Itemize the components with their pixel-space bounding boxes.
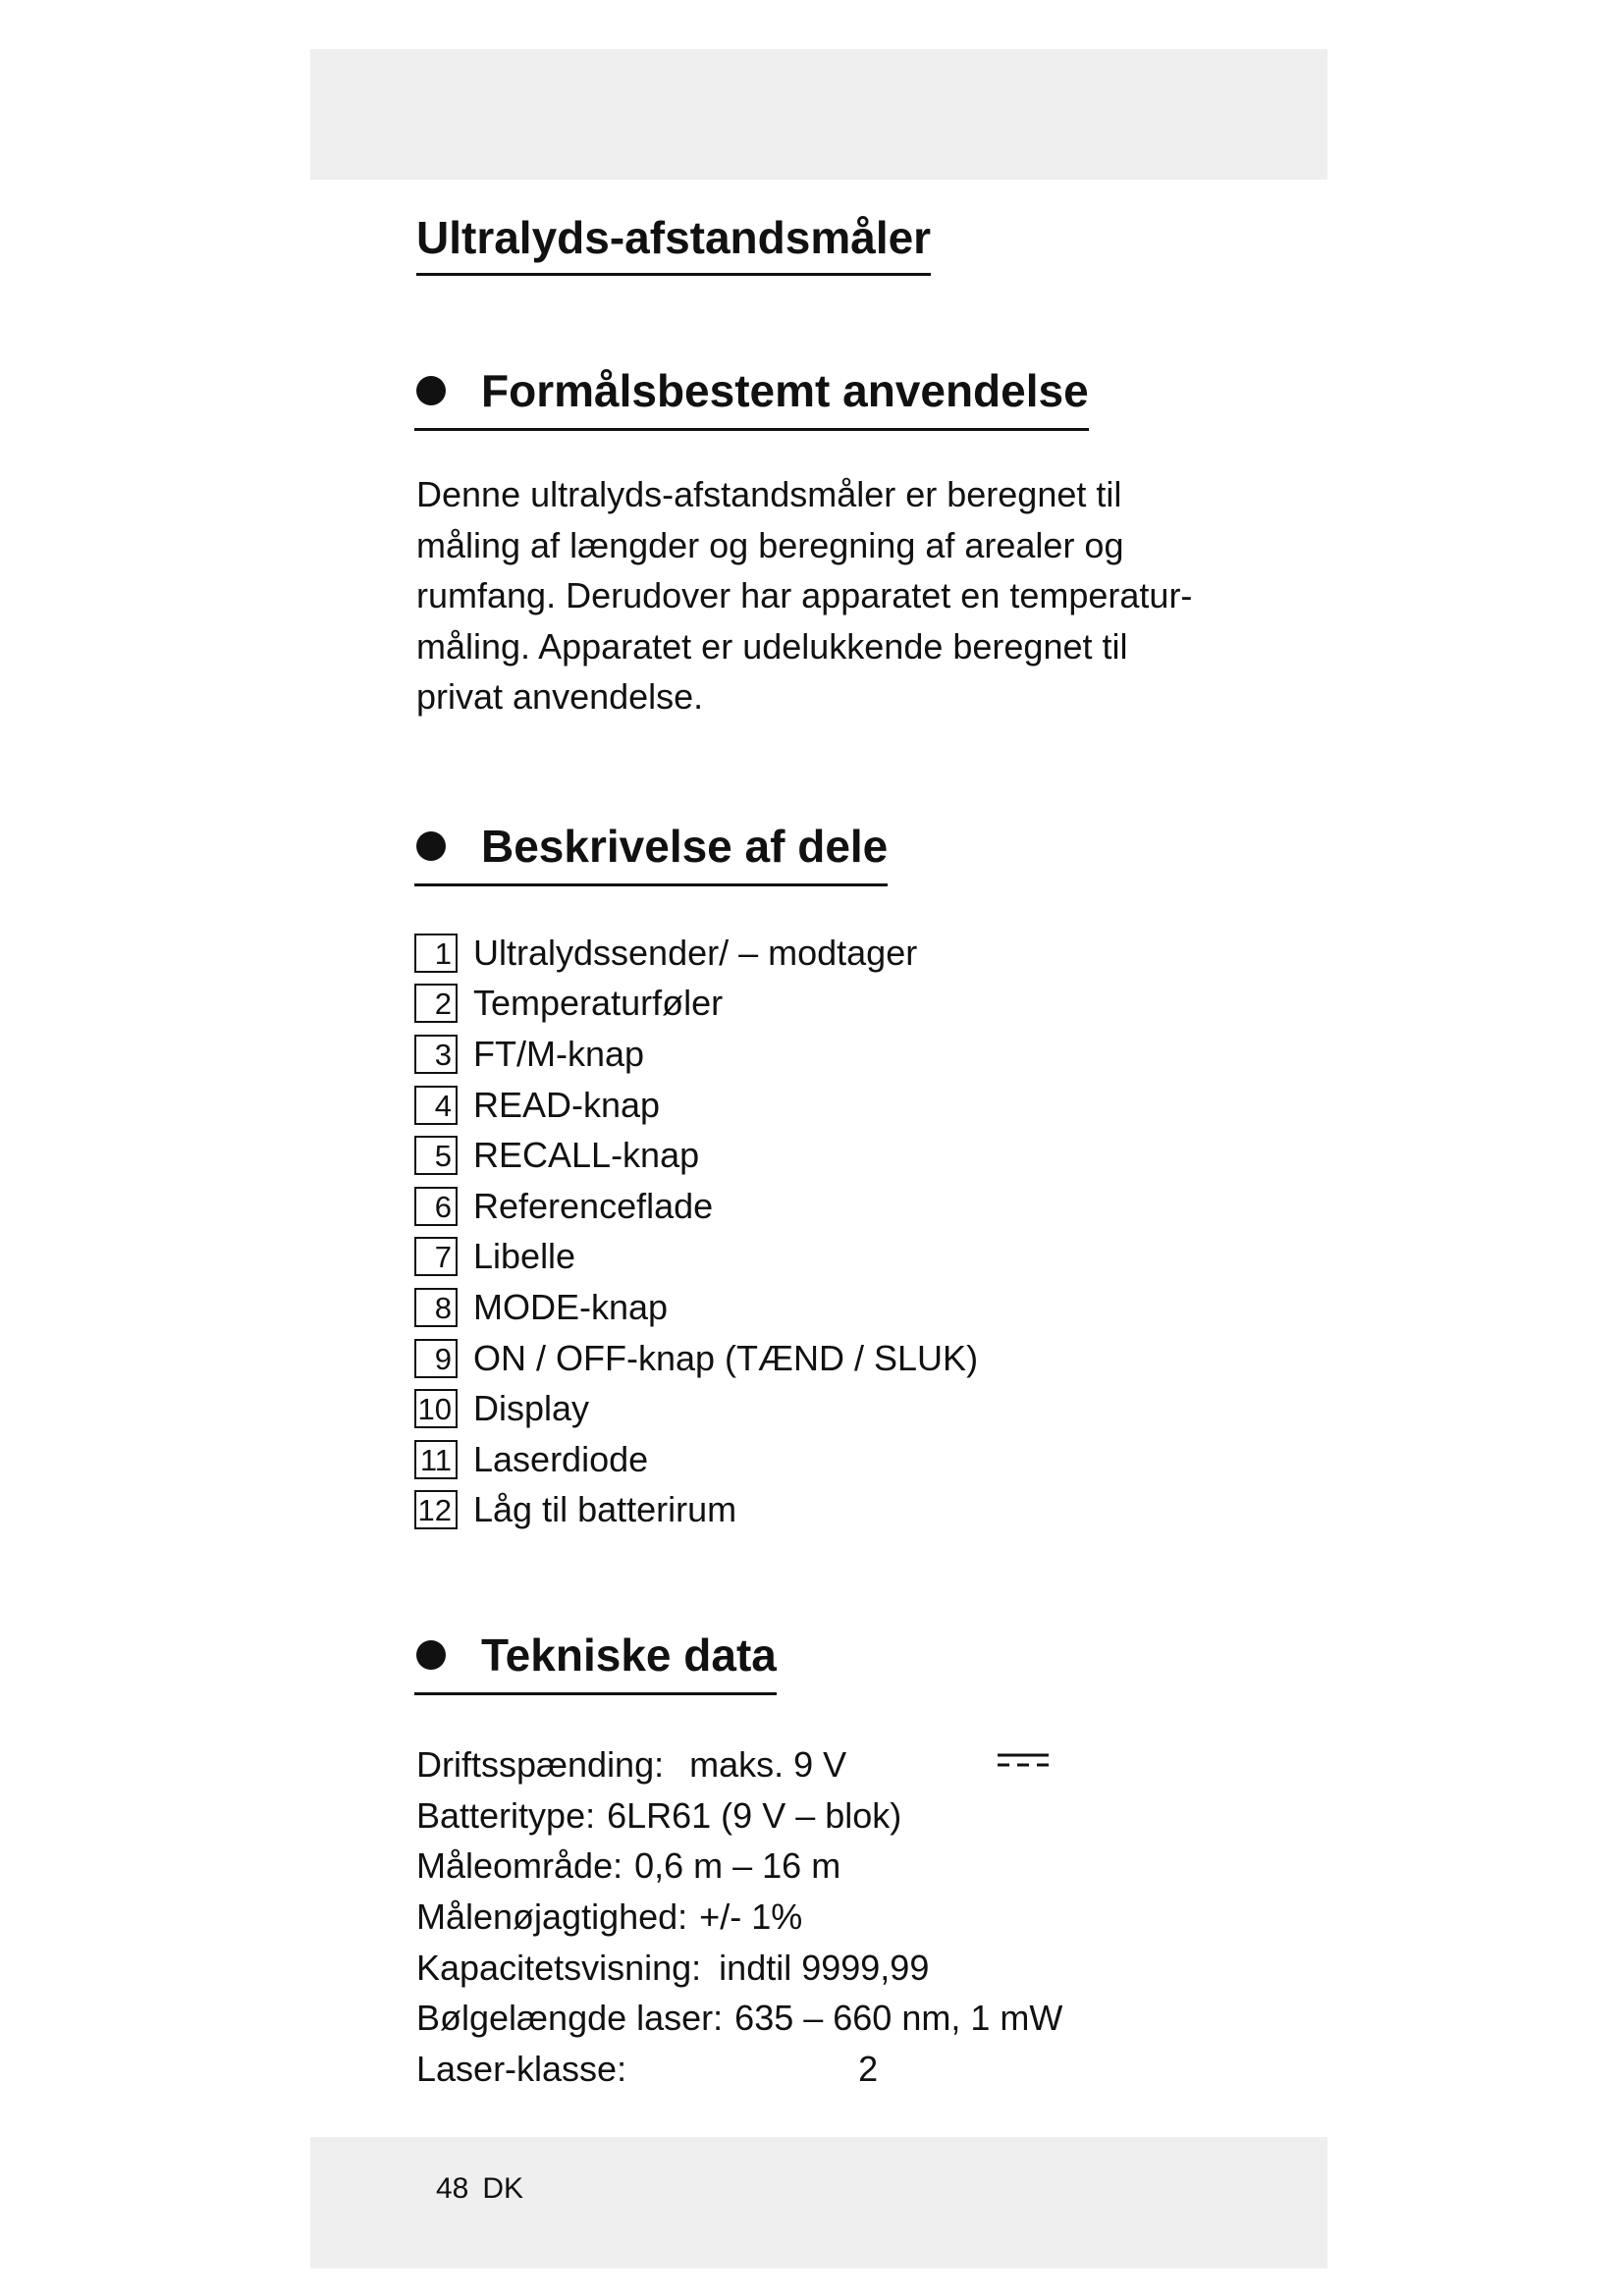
spec-label: Batteritype: [416, 1794, 596, 1836]
list-item [416, 1790, 1062, 1842]
part-number-box: 12 [414, 1490, 458, 1529]
part-number-box: 2 [414, 984, 458, 1023]
part-number-box: 10 [414, 1389, 458, 1428]
part-number-box: 6 [414, 1187, 458, 1226]
paragraph-line: måling af længder og beregning af arealer og [416, 524, 1124, 565]
list-item [414, 1383, 978, 1434]
bullet-icon [416, 376, 446, 405]
list-item [414, 1232, 978, 1283]
list-item [416, 1841, 1062, 1892]
part-label: Laserdiode [473, 1438, 649, 1479]
intended-use-paragraph [416, 469, 1221, 722]
paragraph-line: privat anvendelse. [416, 676, 704, 717]
spec-value: indtil 9999,99 [719, 1947, 930, 1988]
part-label: ON / OFF-knap (TÆND / SLUK) [473, 1337, 979, 1378]
language-code: DK [482, 2172, 524, 2205]
page-title: Ultralyds-afstandsmåler [416, 208, 931, 276]
parts-list [414, 928, 978, 1535]
part-label: Referenceflade [473, 1185, 714, 1226]
section-heading-technical-data [414, 1626, 777, 1695]
list-item [414, 1333, 978, 1384]
spec-value: 6LR61 (9 V – blok) [607, 1794, 902, 1836]
part-label: RECALL-knap [473, 1135, 700, 1176]
spec-label: Kapacitetsvisning: [416, 1947, 702, 1988]
list-item [416, 1943, 1062, 1994]
part-number-box: 9 [414, 1339, 458, 1378]
section-heading-text: Beskrivelse af dele [481, 821, 889, 872]
part-label: Låg til batterirum [473, 1489, 737, 1530]
part-label: Display [473, 1388, 590, 1429]
spec-label: Målenøjagtighed: [416, 1896, 688, 1937]
part-label: Libelle [473, 1236, 576, 1277]
part-number-box: 4 [414, 1086, 458, 1125]
spec-value: +/- 1% [699, 1896, 803, 1937]
part-number-box: 5 [414, 1136, 458, 1175]
bullet-icon [416, 831, 446, 861]
spec-label: Måleområde: [416, 1845, 623, 1887]
list-item [414, 928, 978, 979]
list-item [416, 1739, 1062, 1790]
part-number-box: 11 [414, 1440, 458, 1479]
part-number-box: 1 [414, 934, 458, 973]
list-item [416, 2044, 1062, 2095]
direct-current-icon [998, 1750, 1049, 1770]
part-number-box: 8 [414, 1288, 458, 1327]
list-item [414, 1130, 978, 1181]
part-number-box: 3 [414, 1035, 458, 1074]
spec-value: 2 [858, 2048, 879, 2089]
list-item [414, 979, 978, 1030]
section-heading-parts [414, 817, 888, 886]
list-item [416, 1892, 1062, 1943]
list-item [414, 1434, 978, 1485]
list-item [416, 1993, 1062, 2044]
list-item [414, 1181, 978, 1232]
spec-label: Laser-klasse: [416, 2048, 627, 2089]
list-item [414, 1485, 978, 1536]
spec-value: 635 – 660 nm, 1 mW [734, 1998, 1063, 2039]
bullet-icon [416, 1640, 446, 1670]
list-item [414, 1282, 978, 1333]
paragraph-line: rumfang. Derudover har apparatet en temperatur- [416, 575, 1193, 615]
paragraph-line: Denne ultralyds-afstandsmåler er beregnet til [416, 474, 1122, 514]
spec-value: maks. 9 V [689, 1743, 847, 1785]
spec-value: 0,6 m – 16 m [634, 1845, 841, 1887]
section-heading-text: Tekniske data [481, 1629, 777, 1681]
page-number: 48 [436, 2172, 469, 2205]
part-label: Ultralydssender/ – modtager [473, 932, 918, 973]
list-item [414, 1029, 978, 1080]
list-item [414, 1080, 978, 1131]
section-heading-text: Formålsbestemt anvendelse [481, 365, 1089, 416]
section-heading-intended-use [414, 361, 1089, 431]
technical-data-list [416, 1739, 1062, 2095]
header-band [310, 49, 1327, 180]
part-label: FT/M-knap [473, 1033, 645, 1074]
part-label: MODE-knap [473, 1286, 669, 1327]
part-label: READ-knap [473, 1084, 661, 1125]
part-number-box: 7 [414, 1237, 458, 1276]
spec-label: Driftsspænding: [416, 1743, 665, 1785]
paragraph-line: måling. Apparatet er udelukkende beregnet til [416, 625, 1128, 667]
part-label: Temperaturføler [473, 983, 724, 1024]
spec-label: Bølgelængde laser: [416, 1998, 724, 2039]
page-footer [436, 2171, 523, 2207]
